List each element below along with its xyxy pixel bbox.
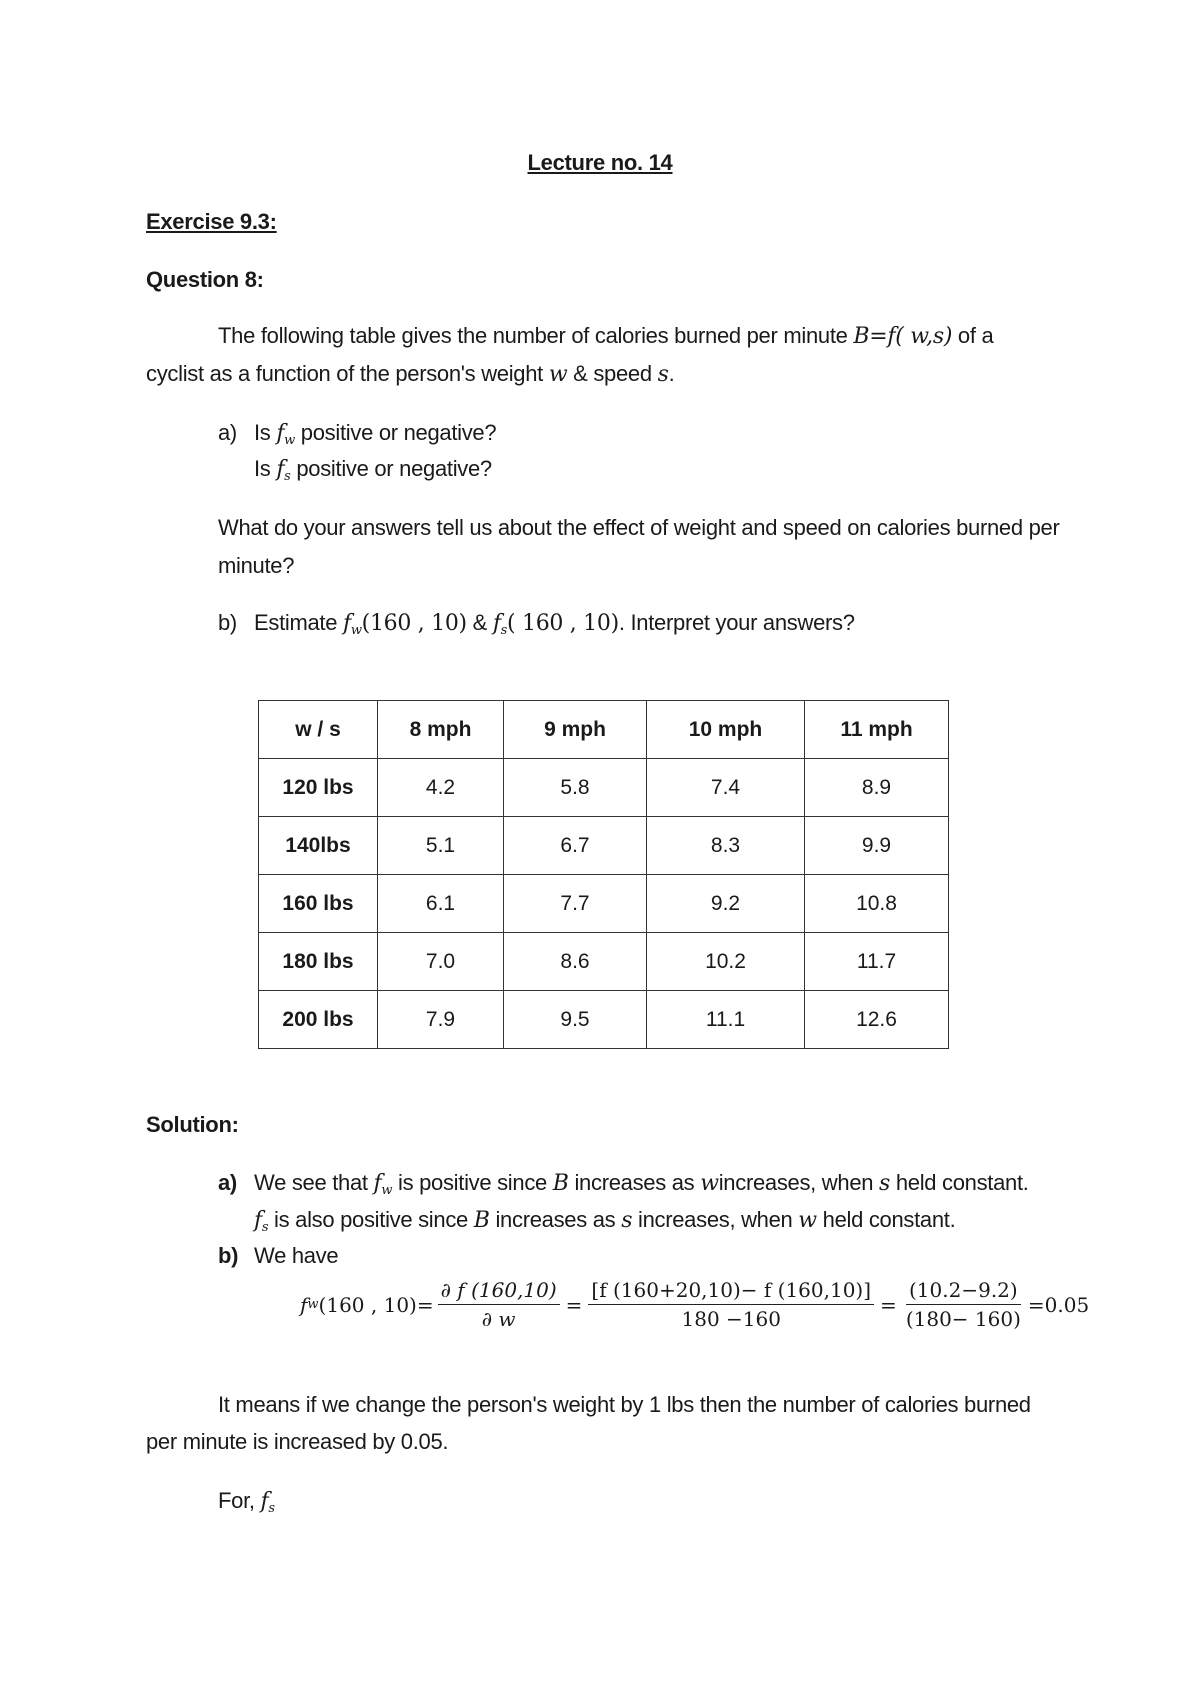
table-cell: 6.1 — [378, 875, 504, 933]
table-row-header: 120 lbs — [259, 759, 378, 817]
part-a-followup-line-2: minute? — [218, 553, 295, 578]
table-cell: 7.9 — [378, 991, 504, 1049]
table-cell: 11.7 — [805, 933, 949, 991]
fw-derivative-formula: f w (160 , 10)= $\frac{\partial f (160,10)}{\partial w}$ = $\frac{[f (160+20,10)- f (160,10)]}{180 -160}$ = $\frac{(10.2-9.2)}{(180- 160)}$ =0.05 — [300, 1278, 1090, 1331]
solution-b-text: We have — [254, 1243, 339, 1268]
interpretation-line-1: It means if we change the person's weight by 1 lbs then the number of calories burned — [218, 1392, 1031, 1417]
formula-lhs-args: (160 , 10)= — [318, 1292, 434, 1317]
table-cell: 6.7 — [504, 817, 647, 875]
table-header-row — [259, 701, 949, 759]
table-cell: 10.2 — [647, 933, 805, 991]
table-cell: 9.2 — [647, 875, 805, 933]
table-cell: 7.4 — [647, 759, 805, 817]
table-row-header: 180 lbs — [259, 933, 378, 991]
table-cell: 12.6 — [805, 991, 949, 1049]
table-row-header: 200 lbs — [259, 991, 378, 1049]
table-header-cell: 8 mph — [378, 701, 504, 759]
part-a-followup-line-1: What do your answers tell us about the effect of weight and speed on calories burned per — [218, 515, 1060, 540]
table-cell: 8.6 — [504, 933, 647, 991]
part-a-question-1: Is $f_w$ positive or negative? — [254, 420, 497, 448]
table-cell: 9.9 — [805, 817, 949, 875]
calories-table — [258, 700, 949, 1049]
interpretation-line-2: per minute is increased by 0.05. — [146, 1429, 449, 1454]
table-cell: 4.2 — [378, 759, 504, 817]
solution-a-label: a) — [218, 1170, 237, 1195]
table-header-cell: w / s — [259, 701, 378, 759]
formula-fraction-2: $\frac{[f (160+20,10)- f (160,10)]}{180 -160}$ — [588, 1278, 874, 1331]
part-a-label: a) — [218, 420, 237, 445]
table-header-cell: 9 mph — [504, 701, 647, 759]
table-header-cell: 10 mph — [647, 701, 805, 759]
table-row-header: 140lbs — [259, 817, 378, 875]
lecture-title: Lecture no. 14 — [527, 150, 673, 175]
for-fs-line: For, $f_s$ — [218, 1488, 275, 1516]
table-cell: 5.1 — [378, 817, 504, 875]
table-cell: 5.8 — [504, 759, 647, 817]
formula-lhs-subscript: w — [307, 1297, 319, 1312]
table-row — [259, 817, 949, 875]
table-row-header: 160 lbs — [259, 875, 378, 933]
solution-a-line-1: We see that $f_w$ is positive since B increases as wincreases, when s held constant. — [254, 1170, 1029, 1198]
solution-b-label: b) — [218, 1243, 239, 1268]
intro-line-1: The following table gives the number of calories burned per minute B=f( w,s) of a — [218, 323, 994, 349]
table-cell: 11.1 — [647, 991, 805, 1049]
part-a-question-2: Is $f_s$ positive or negative? — [254, 456, 492, 484]
table-cell: 8.3 — [647, 817, 805, 875]
intro-line-2: cyclist as a function of the person's weight w & speed s. — [146, 361, 675, 387]
table-row — [259, 933, 949, 991]
table-cell: 9.5 — [504, 991, 647, 1049]
part-b-question: Estimate $f_w(160$ , 10) & $f_s$( 160 , 10). Interpret your answers? — [254, 610, 855, 638]
table-cell: 7.7 — [504, 875, 647, 933]
solution-heading: Solution: — [146, 1112, 239, 1137]
formula-lhs-symbol: f — [300, 1292, 308, 1317]
question-heading: Question 8: — [146, 267, 264, 292]
table-cell: 8.9 — [805, 759, 949, 817]
table-row — [259, 759, 949, 817]
formula-fraction-1: $\frac{\partial f (160,10)}{\partial w}$ — [438, 1278, 560, 1331]
part-b-label: b) — [218, 610, 237, 635]
table-cell: 7.0 — [378, 933, 504, 991]
table-header-cell: 11 mph — [805, 701, 949, 759]
solution-a-line-2: $f_s$ is also positive since B increases as s increases, when w held constant. — [254, 1207, 956, 1235]
table-row — [259, 875, 949, 933]
table-cell: 10.8 — [805, 875, 949, 933]
table-row — [259, 991, 949, 1049]
formula-fraction-3: $\frac{(10.2-9.2)}{(180- 160)}$ — [905, 1278, 1021, 1331]
formula-result: =0.05 — [1027, 1292, 1090, 1317]
exercise-heading: Exercise 9.3: — [146, 209, 277, 234]
